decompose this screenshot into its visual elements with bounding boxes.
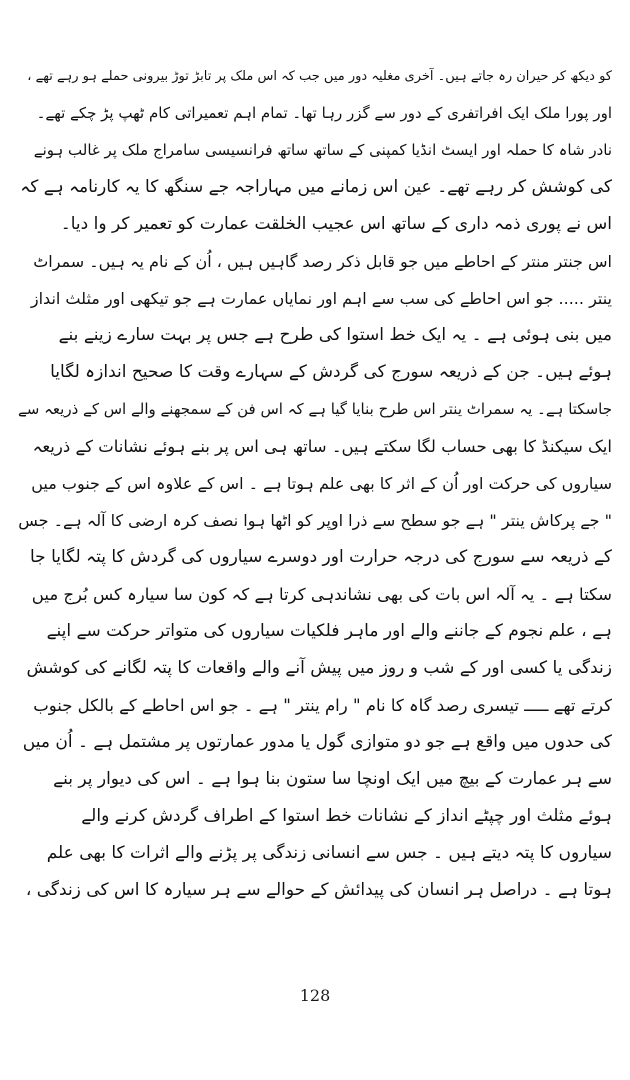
text-line: ہوئے مثلث اور چپٹے انداز کے نشانات خط استوا کے اطراف گردش کرنے والے [81,806,612,826]
text-line: سے ہر عمارت کے بیچ میں ایک اونچا سا ستون بنا ہوا ہے ۔ اس کی دیوار پر بنے [53,769,612,789]
text-line: سکتا ہے ۔ یہ آلہ اس بات کی بھی نشاندہی کرتا ہے کہ کون سا سیارہ کس بُرج میں [31,585,612,604]
text-line: میں بنی ہوئی ہے ۔ یہ ایک خط استوا کی طرح ہے جس پر بہت سارے زینے بنے [58,325,612,345]
text-line: ینتر ..... جو اس احاطے کی سب سے اہم اور نمایاں عمارت ہے جو تیکھی اور مثلث انداز [30,289,612,308]
text-line: زندگی یا کسی اور کے شب و روز میں پیش آنے والے واقعات کا پتہ لگانے کی کوشش [26,658,612,678]
text-line: کرتے تھے ـــــ تیسری رصد گاہ کا نام " رام ینتر " ہے ۔ جو اس احاطے کے بالکل جنوب [33,696,612,715]
text-line: اس نے پوری ذمہ داری کے ساتھ اس عجیب الخلقت عمارت کو تعمیر کر وا دیا۔ [60,214,612,234]
text-line: اس جنتر منتر کے احاطے میں جو قابل ذکر رصد گاہیں ہیں ، اُن کے نام یہ ہیں۔ سمراٹ [33,252,612,271]
text-line: ایک سیکنڈ کا بھی حساب لگا سکتے ہیں۔ ساتھ ہی اس پر بنے ہوئے نشانات کے ذریعہ [32,437,612,456]
text-line: ہوئے ہیں۔ جن کے ذریعہ سورج کی گردش کے سہارے وقت کا صحیح اندازہ لگایا [50,362,612,382]
text-line: نادر شاہ کا حملہ اور ایسٹ انڈیا کمپنی کے ساتھ ساتھ فرانسیسی سامراج ملک پر غالب ہونے [33,141,612,159]
text-line: " جے پرکاش ینتر " ہے جو سطح سے ذرا اوپر کو اٹھا ہوا نصف کرہ ارضی کا آلہ ہے۔ جس [18,511,612,530]
text-line: کی کوشش کر رہے تھے۔ عین اس زمانے میں مہاراجہ جے سنگھ کا یہ کارنامہ ہے کہ [20,177,612,197]
text-line: ہوتا ہے ۔ دراصل ہر انسان کی پیدائش کے حوالے سے ہر سیارہ کا اس کی زندگی ، [25,880,612,900]
text-line: کے ذریعہ سے سورج کی درجہ حرارت اور دوسرے سیاروں کی گردش کا پتہ لگایا جا [29,547,612,567]
text-line: جاسکتا ہے۔ یہ سمراٹ ینتر اس طرح بنایا گیا ہے کہ اس فن کے سمجھنے والے اس کے ذریعہ سے [18,400,612,418]
text-line: کو دیکھ کر حیران رہ جاتے ہیں۔ آخری مغلیہ دور میں جب کہ اس ملک پر تابڑ توڑ بیرونی حملے ہو رہے تھے ، [27,69,612,84]
page-number: 128 [299,986,331,1005]
text-line: ہے ، علم نجوم کے جاننے والے اور ماہر فلکیات سیاروں کی متواتر حرکت سے اپنے [46,621,612,641]
text-line: اور پورا ملک ایک افراتفری کے دور سے گزر رہا تھا۔ تمام اہم تعمیراتی کام ٹھپ پڑ چکے تھے۔ [36,104,612,122]
text-line: سیاروں کی حرکت اور اُن کے اثر کا بھی علم ہوتا ہے ۔ اس کے علاوہ اس کے جنوب میں [31,474,612,493]
text-line: کی حدوں میں واقع ہے جو دو متوازی گول یا مدور عمارتوں پر مشتمل ہے ۔ اُن میں [22,732,612,752]
body-text [18,58,612,909]
text-line: سیاروں کا پتہ دیتے ہیں ۔ جس سے انسانی زندگی پر پڑنے والے اثرات کا بھی علم [46,843,612,863]
